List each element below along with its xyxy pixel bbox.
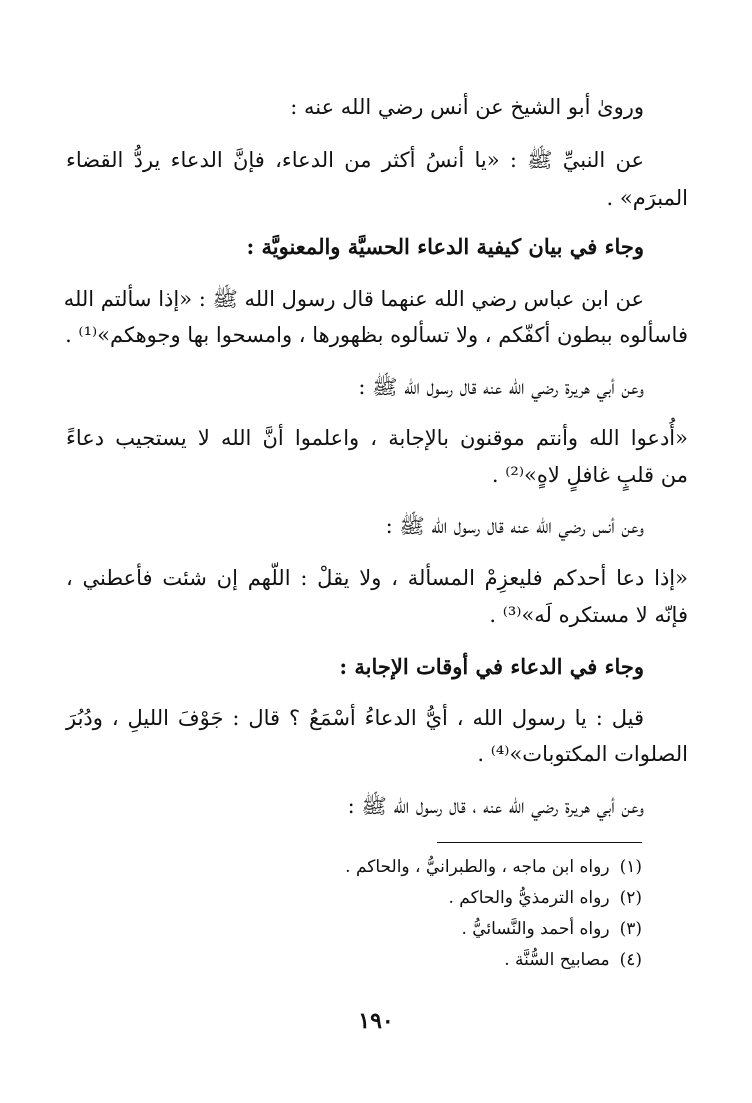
text-line-15: الصلوات المكتوبات»⁽⁴⁾ .	[477, 742, 688, 766]
footnote-number: (١)	[619, 857, 642, 877]
section-heading-1: وجاء في بيان كيفية الدعاء الحسيَّة والمعنويَّة :	[246, 234, 644, 259]
footnote-1	[345, 855, 642, 879]
section-heading-2: وجاء في الدعاء في أوقات الإجابة :	[339, 654, 644, 679]
text-line-16: وعن أبي هريرة رضي الله عنه ، قال رسول الله ﷺ :	[347, 794, 644, 818]
footnote-text: رواه ابن ماجه ، والطبرانيُّ ، والحاكم .	[345, 857, 610, 877]
text-line-7: وعن أبي هريرة رضي الله عنه قال رسول الله ﷺ :	[358, 375, 644, 399]
text-line-5: عن ابن عباس رضي الله عنهما قال رسول الله ﷺ : «إذا سألتم الله	[63, 287, 644, 311]
footnote-text: رواه الترمذيُّ والحاكم .	[448, 888, 610, 908]
footnote-3	[461, 917, 642, 941]
text-line-14: قيل : يا رسول الله ، أيُّ الدعاءُ أسْمَعُ ؟ قال : جَوْفَ الليلِ ، ودُبُرَ	[66, 706, 644, 730]
footnote-number: (٤)	[619, 950, 642, 970]
text-line-2: عن النبيِّ ﷺ : «يا أنسُ أكثر من الدعاء، فإنَّ الدعاء يردُّ القضاء	[66, 148, 644, 172]
footnote-divider	[437, 842, 642, 843]
footnote-2	[448, 886, 642, 910]
text-line-6: فاسألوه ببطون أكفّكم ، ولا تسألوه بظهورها ، وامسحوا بها وجوهكم»⁽¹⁾ .	[65, 323, 688, 347]
text-line-8: «أُدعوا الله وأنتم موقنون بالإجابة ، واعلموا أنَّ الله لا يستجيب دعاءً	[66, 426, 688, 450]
text-line-1: ورویٰ أبو الشيخ عن أنس رضي الله عنه :	[290, 95, 644, 119]
footnote-text: رواه أحمد والنَّسائيُّ .	[461, 919, 610, 939]
text-line-9: من قلبٍ غافلٍ لاهٍ»⁽²⁾ .	[491, 463, 688, 487]
text-line-3: المبرَم» .	[606, 186, 688, 210]
footnote-4	[504, 948, 642, 972]
page-number: ١٩٠	[358, 1008, 394, 1034]
footnote-number: (٣)	[619, 919, 642, 939]
text-line-10: وعن أنس رضي الله عنه قال رسول الله ﷺ :	[385, 514, 644, 538]
footnote-text: مصابيح السُّنَّة .	[504, 950, 610, 970]
text-line-12: فإنّه لا مستكره لَه»⁽³⁾ .	[489, 603, 688, 627]
footnote-number: (٢)	[619, 888, 642, 908]
text-line-11: «إذا دعا أحدكم فليعزِمْ المسألة ، ولا يقلْ : اللّهم إن شئت فأعطني ،	[66, 566, 688, 590]
